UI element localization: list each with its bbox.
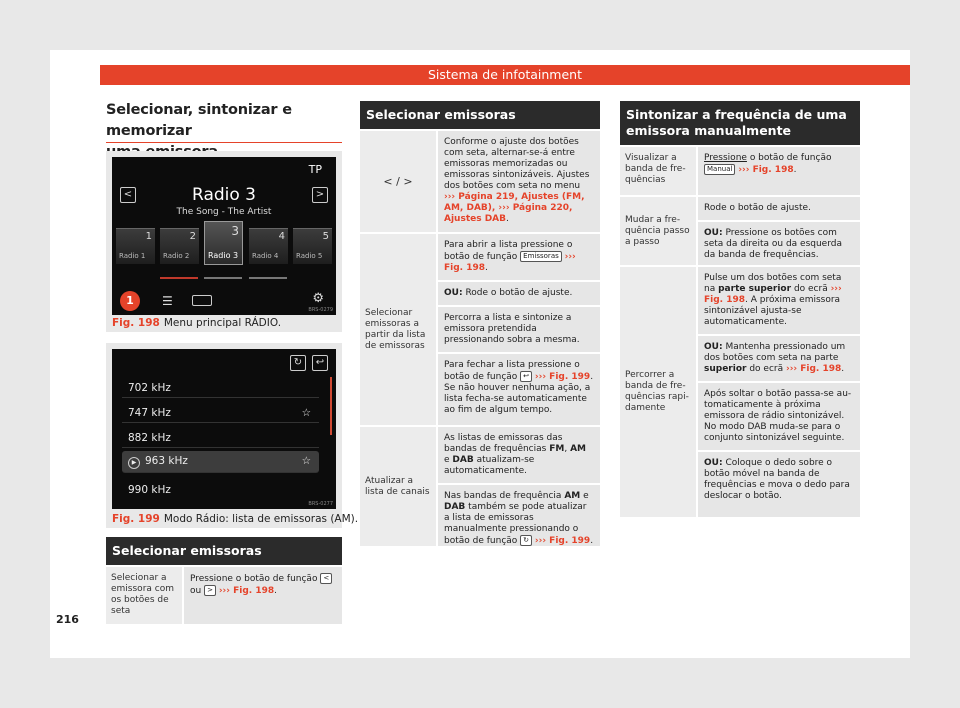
table-manual-tuning bbox=[620, 101, 860, 517]
row-text bbox=[698, 220, 860, 267]
text: e bbox=[583, 491, 589, 501]
callout-badge: 1 bbox=[120, 291, 140, 311]
row-text bbox=[698, 450, 860, 508]
preset-number: 5 bbox=[322, 231, 329, 242]
table-row bbox=[106, 565, 342, 624]
preset-2 bbox=[160, 228, 199, 264]
arrow-keys-icon: < / > bbox=[360, 131, 436, 232]
fig-ref: ››› Fig. 198 bbox=[704, 284, 842, 305]
preset-5 bbox=[293, 228, 332, 264]
back-button-icon: ↩ bbox=[520, 371, 532, 382]
row-label: Mudar a frequência passo a passo bbox=[620, 197, 696, 265]
preset-label: Radio 4 bbox=[252, 252, 279, 260]
row-text: Para abrir a lista pressione o botão de função Emissoras ››› Fig. 198. bbox=[444, 240, 576, 273]
band-fm: FM bbox=[549, 444, 565, 454]
list-item-active bbox=[122, 451, 319, 473]
freq-bar-mark bbox=[204, 277, 242, 279]
fig-ref: ››› Fig. 199 bbox=[534, 372, 591, 382]
row-content bbox=[436, 234, 600, 425]
row-text: OU: Mantenha pressionado um dos botões com seta na parte superior do ecrã ››› Fig. 198. bbox=[698, 334, 860, 381]
refresh-icon: ↻ bbox=[290, 355, 306, 371]
text: . A próxima emissora sintonizável ajusta-se automaticamente. bbox=[704, 295, 841, 327]
preset-3 bbox=[204, 221, 243, 265]
row-content bbox=[696, 147, 860, 195]
row-text: Rode o botão de ajuste. bbox=[704, 203, 811, 213]
station-name: Radio 3 bbox=[192, 185, 256, 205]
text: Rode o botão de ajuste. bbox=[465, 288, 573, 298]
preset-label: Radio 2 bbox=[163, 252, 190, 260]
list-item-label: 963 kHz bbox=[145, 455, 188, 467]
row-content bbox=[436, 427, 600, 546]
text: parte superior bbox=[718, 284, 792, 294]
figure-caption bbox=[112, 317, 281, 329]
radio-list-screen bbox=[112, 349, 336, 509]
tp-indicator: TP bbox=[308, 163, 322, 176]
figure-code: BRS-0277 bbox=[308, 501, 333, 507]
arrow-left-icon: < bbox=[120, 187, 136, 203]
play-icon: ▶ bbox=[128, 457, 140, 469]
text: As listas de emissoras das bandas de frequências bbox=[444, 433, 563, 454]
freq-bar-mark bbox=[249, 277, 287, 279]
or-label: OU: bbox=[444, 288, 463, 298]
page-ref: ››› Página 219, Ajustes (FM, AM, DAB), ››› Página 220, Ajustes DAB bbox=[444, 192, 585, 224]
star-icon: ☆ bbox=[301, 407, 311, 419]
text: . Se não houver nenhuma ação, a lista fecha-se automaticamente ao fim de algum tempo. bbox=[444, 372, 594, 415]
preset-number: 3 bbox=[231, 224, 239, 238]
preset-label: Radio 1 bbox=[119, 252, 146, 260]
row-text: Após soltar o botão passa-se automaticamente à próxima emissora de rádio sintonizável. No modo DAB muda-se para o conjunto sintonizável seguinte. bbox=[698, 381, 860, 450]
text: Pressione bbox=[704, 153, 747, 163]
chapter-header: Sistema de infotainment bbox=[100, 65, 910, 85]
row-text: Pressione o botão de função Manual ››› Fig. 198. bbox=[704, 153, 832, 175]
text: . bbox=[506, 214, 509, 224]
text: Pressione os botões com seta da direita ou da esquerda da banda de frequências. bbox=[704, 228, 842, 260]
table-select-stations bbox=[360, 101, 600, 546]
settings-icon: ⚙ bbox=[312, 291, 324, 306]
preset-label: Radio 5 bbox=[296, 252, 323, 260]
arrow-left-button-icon: < bbox=[320, 573, 332, 584]
keyboard-icon bbox=[192, 295, 212, 306]
fig-ref: ››› Fig. 198 bbox=[738, 165, 794, 175]
fig-ref: ››› Fig. 198 bbox=[218, 586, 275, 596]
text: . bbox=[590, 536, 594, 546]
song-title: The Song - The Artist bbox=[176, 207, 272, 217]
row-label: Atualizar a lista de canais bbox=[360, 427, 436, 546]
radio-main-screen bbox=[112, 157, 336, 315]
function-button-label: Emissoras bbox=[520, 251, 562, 262]
arrow-right-icon: > bbox=[312, 187, 328, 203]
table-row bbox=[360, 129, 600, 232]
table-title: Selecionar emissoras bbox=[360, 101, 600, 129]
list-item: 882 kHz bbox=[122, 428, 319, 448]
figure-198 bbox=[106, 151, 342, 332]
list-item: 702 kHz bbox=[122, 378, 319, 398]
row-content bbox=[182, 567, 342, 624]
preset-number: 2 bbox=[189, 231, 196, 242]
text: superior bbox=[704, 364, 747, 374]
text: Para fechar a lista pressione o botão de função bbox=[444, 360, 580, 382]
text: ou bbox=[190, 586, 202, 596]
or-label: OU: bbox=[704, 458, 723, 468]
back-icon: ↩ bbox=[312, 355, 328, 371]
figure-number: Fig. 199 bbox=[112, 513, 160, 525]
table-row bbox=[620, 195, 860, 265]
or-label: OU: bbox=[704, 228, 723, 238]
arrow-right-button-icon: > bbox=[204, 585, 216, 596]
preset-label: Radio 3 bbox=[208, 251, 239, 260]
list-item bbox=[122, 403, 319, 423]
row-text bbox=[438, 352, 600, 422]
caption-text: Modo Rádio: lista de emissoras (AM). bbox=[163, 513, 359, 525]
fig-ref: ››› Fig. 198 bbox=[444, 252, 576, 273]
row-label: Selecionar a emissora com os botões de seta bbox=[106, 567, 182, 624]
band-dab: DAB bbox=[452, 455, 474, 465]
table-title: Sintonizar a frequência de uma emissora manualmente bbox=[620, 101, 860, 145]
caption-text: Menu principal RÁDIO. bbox=[163, 317, 282, 329]
table-title: Selecionar emissoras bbox=[106, 537, 342, 565]
star-icon: ☆ bbox=[301, 455, 311, 467]
row-text bbox=[438, 280, 600, 305]
refresh-button-icon: ↻ bbox=[520, 535, 532, 546]
text: também se pode atualizar a lista de emissoras manualmente pressionando o botão de função bbox=[444, 502, 587, 546]
preset-4 bbox=[249, 228, 288, 264]
text: Conforme o ajuste dos botões com seta, alternar-se-á entre emissoras memorizadas ou emissoras sintonizáveis. Ajustes dos botões com seta no menu bbox=[444, 137, 590, 191]
table-row bbox=[620, 265, 860, 517]
table-row bbox=[360, 425, 600, 546]
text: . bbox=[274, 586, 277, 596]
text: Pulse um dos botões com seta na bbox=[704, 273, 842, 294]
text: Coloque o dedo sobre o botão móvel na banda de frequências e mova o dedo para deslocar o botão. bbox=[704, 458, 850, 501]
or-label: OU: bbox=[704, 342, 723, 352]
row-text bbox=[184, 567, 342, 603]
row-text bbox=[438, 483, 600, 553]
fig-ref: ››› Fig. 198 bbox=[786, 364, 842, 374]
row-label: Visualizar a banda de frequências bbox=[620, 147, 696, 195]
row-text bbox=[438, 131, 600, 231]
title-rule bbox=[106, 142, 342, 143]
row-label: Selecionar emissoras a partir da lista de emissoras bbox=[360, 234, 436, 425]
row-label: Percorrer a banda de frequências rapidamente bbox=[620, 267, 696, 517]
figure-199 bbox=[106, 343, 359, 528]
text: Nas bandas de frequência bbox=[444, 491, 562, 501]
band-am: AM bbox=[570, 444, 586, 454]
row-text: As listas de emissoras das bandas de frequências FM, AM e DAB atualizam-se automaticamente. bbox=[444, 433, 586, 476]
preset-number: 4 bbox=[278, 231, 285, 242]
list-item-label: 747 kHz bbox=[128, 407, 171, 419]
figure-code: BRS-0279 bbox=[308, 307, 333, 313]
preset-1 bbox=[116, 228, 155, 264]
figure-caption bbox=[112, 513, 358, 525]
table-row bbox=[360, 232, 600, 425]
scrollbar bbox=[330, 377, 332, 435]
text: do ecrã bbox=[793, 284, 828, 294]
row-content bbox=[436, 131, 600, 232]
table-row bbox=[620, 145, 860, 195]
row-content bbox=[696, 267, 860, 517]
row-text: Percorra a lista e sintonize a emissora pretendida pressionando sobra a mesma. bbox=[438, 305, 600, 352]
freq-bar-mark bbox=[160, 277, 198, 279]
text: atualizam-se automaticamente. bbox=[444, 455, 535, 476]
band-am: AM bbox=[564, 491, 581, 501]
text: o botão de função bbox=[749, 153, 832, 163]
page bbox=[50, 50, 910, 658]
row-text bbox=[698, 267, 860, 334]
text: Mantenha pressionado um dos botões com seta na parte bbox=[704, 342, 846, 363]
text: Pressione o botão de função bbox=[190, 574, 318, 584]
section-title-line1: Selecionar, sintonizar e memorizar bbox=[106, 102, 292, 139]
fig-ref: ››› Fig. 199 bbox=[534, 536, 591, 546]
text: e bbox=[444, 455, 450, 465]
row-content bbox=[696, 197, 860, 265]
list-item: 990 kHz bbox=[128, 484, 171, 496]
list-icon: ☰ bbox=[162, 294, 173, 308]
function-button-label: Manual bbox=[704, 164, 735, 175]
text: Para abrir a lista pressione o botão de função bbox=[444, 240, 573, 262]
table-select-stations-arrows bbox=[106, 537, 342, 624]
band-dab: DAB bbox=[444, 502, 466, 512]
preset-number: 1 bbox=[145, 231, 152, 242]
text: do ecrã bbox=[749, 364, 784, 374]
figure-number: Fig. 198 bbox=[112, 317, 160, 329]
page-number: 216 bbox=[56, 613, 79, 626]
